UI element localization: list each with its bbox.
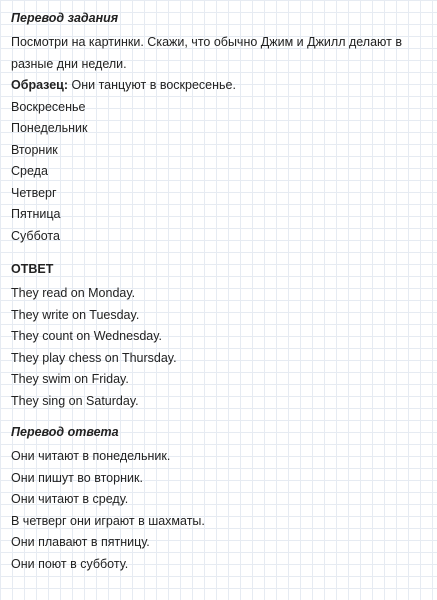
- day-item: Вторник: [11, 142, 58, 157]
- answer-translation-line: Они поют в субботу.: [11, 556, 129, 571]
- task-instruction-line-1: Посмотри на картинки. Скажи, что обычно Джим и Джилл делают в: [11, 35, 402, 49]
- day-item: Воскресенье: [11, 99, 86, 114]
- day-item: Четверг: [11, 185, 57, 200]
- answer-line: They swim on Friday.: [11, 372, 129, 386]
- section-spacer: [11, 247, 431, 261]
- answer-line: They play chess on Thursday.: [11, 350, 177, 365]
- answer-line: They write on Tuesday.: [11, 307, 140, 322]
- sample-label: Образец:: [11, 78, 69, 92]
- sample-text: Они танцуют в воскресенье.: [68, 78, 236, 92]
- answer-translation-heading: Перевод ответа: [11, 425, 119, 439]
- answer-line: They read on Monday.: [11, 286, 136, 300]
- answer-translation-line: Они читают в понедельник.: [11, 449, 171, 463]
- answer-line: They sing on Saturday.: [11, 393, 139, 408]
- answer-translation-line: Они плавают в пятницу.: [11, 535, 150, 549]
- answer-translation-line: Они читают в среду.: [11, 492, 129, 506]
- sample-line: [11, 75, 431, 97]
- day-item: Среда: [11, 164, 48, 178]
- day-item: Суббота: [11, 228, 60, 243]
- answer-heading: ОТВЕТ: [11, 262, 54, 276]
- task-translation-heading: Перевод задания: [11, 11, 119, 25]
- answer-line: They count on Wednesday.: [11, 329, 163, 343]
- section-spacer: [11, 412, 431, 424]
- day-item: Пятница: [11, 207, 61, 221]
- task-instruction-line-2: разные дни недели.: [11, 56, 127, 71]
- day-item: Понедельник: [11, 121, 88, 135]
- answer-translation-line: Они пишут во вторник.: [11, 470, 143, 485]
- answer-translation-line: В четверг они играют в шахматы.: [11, 513, 205, 528]
